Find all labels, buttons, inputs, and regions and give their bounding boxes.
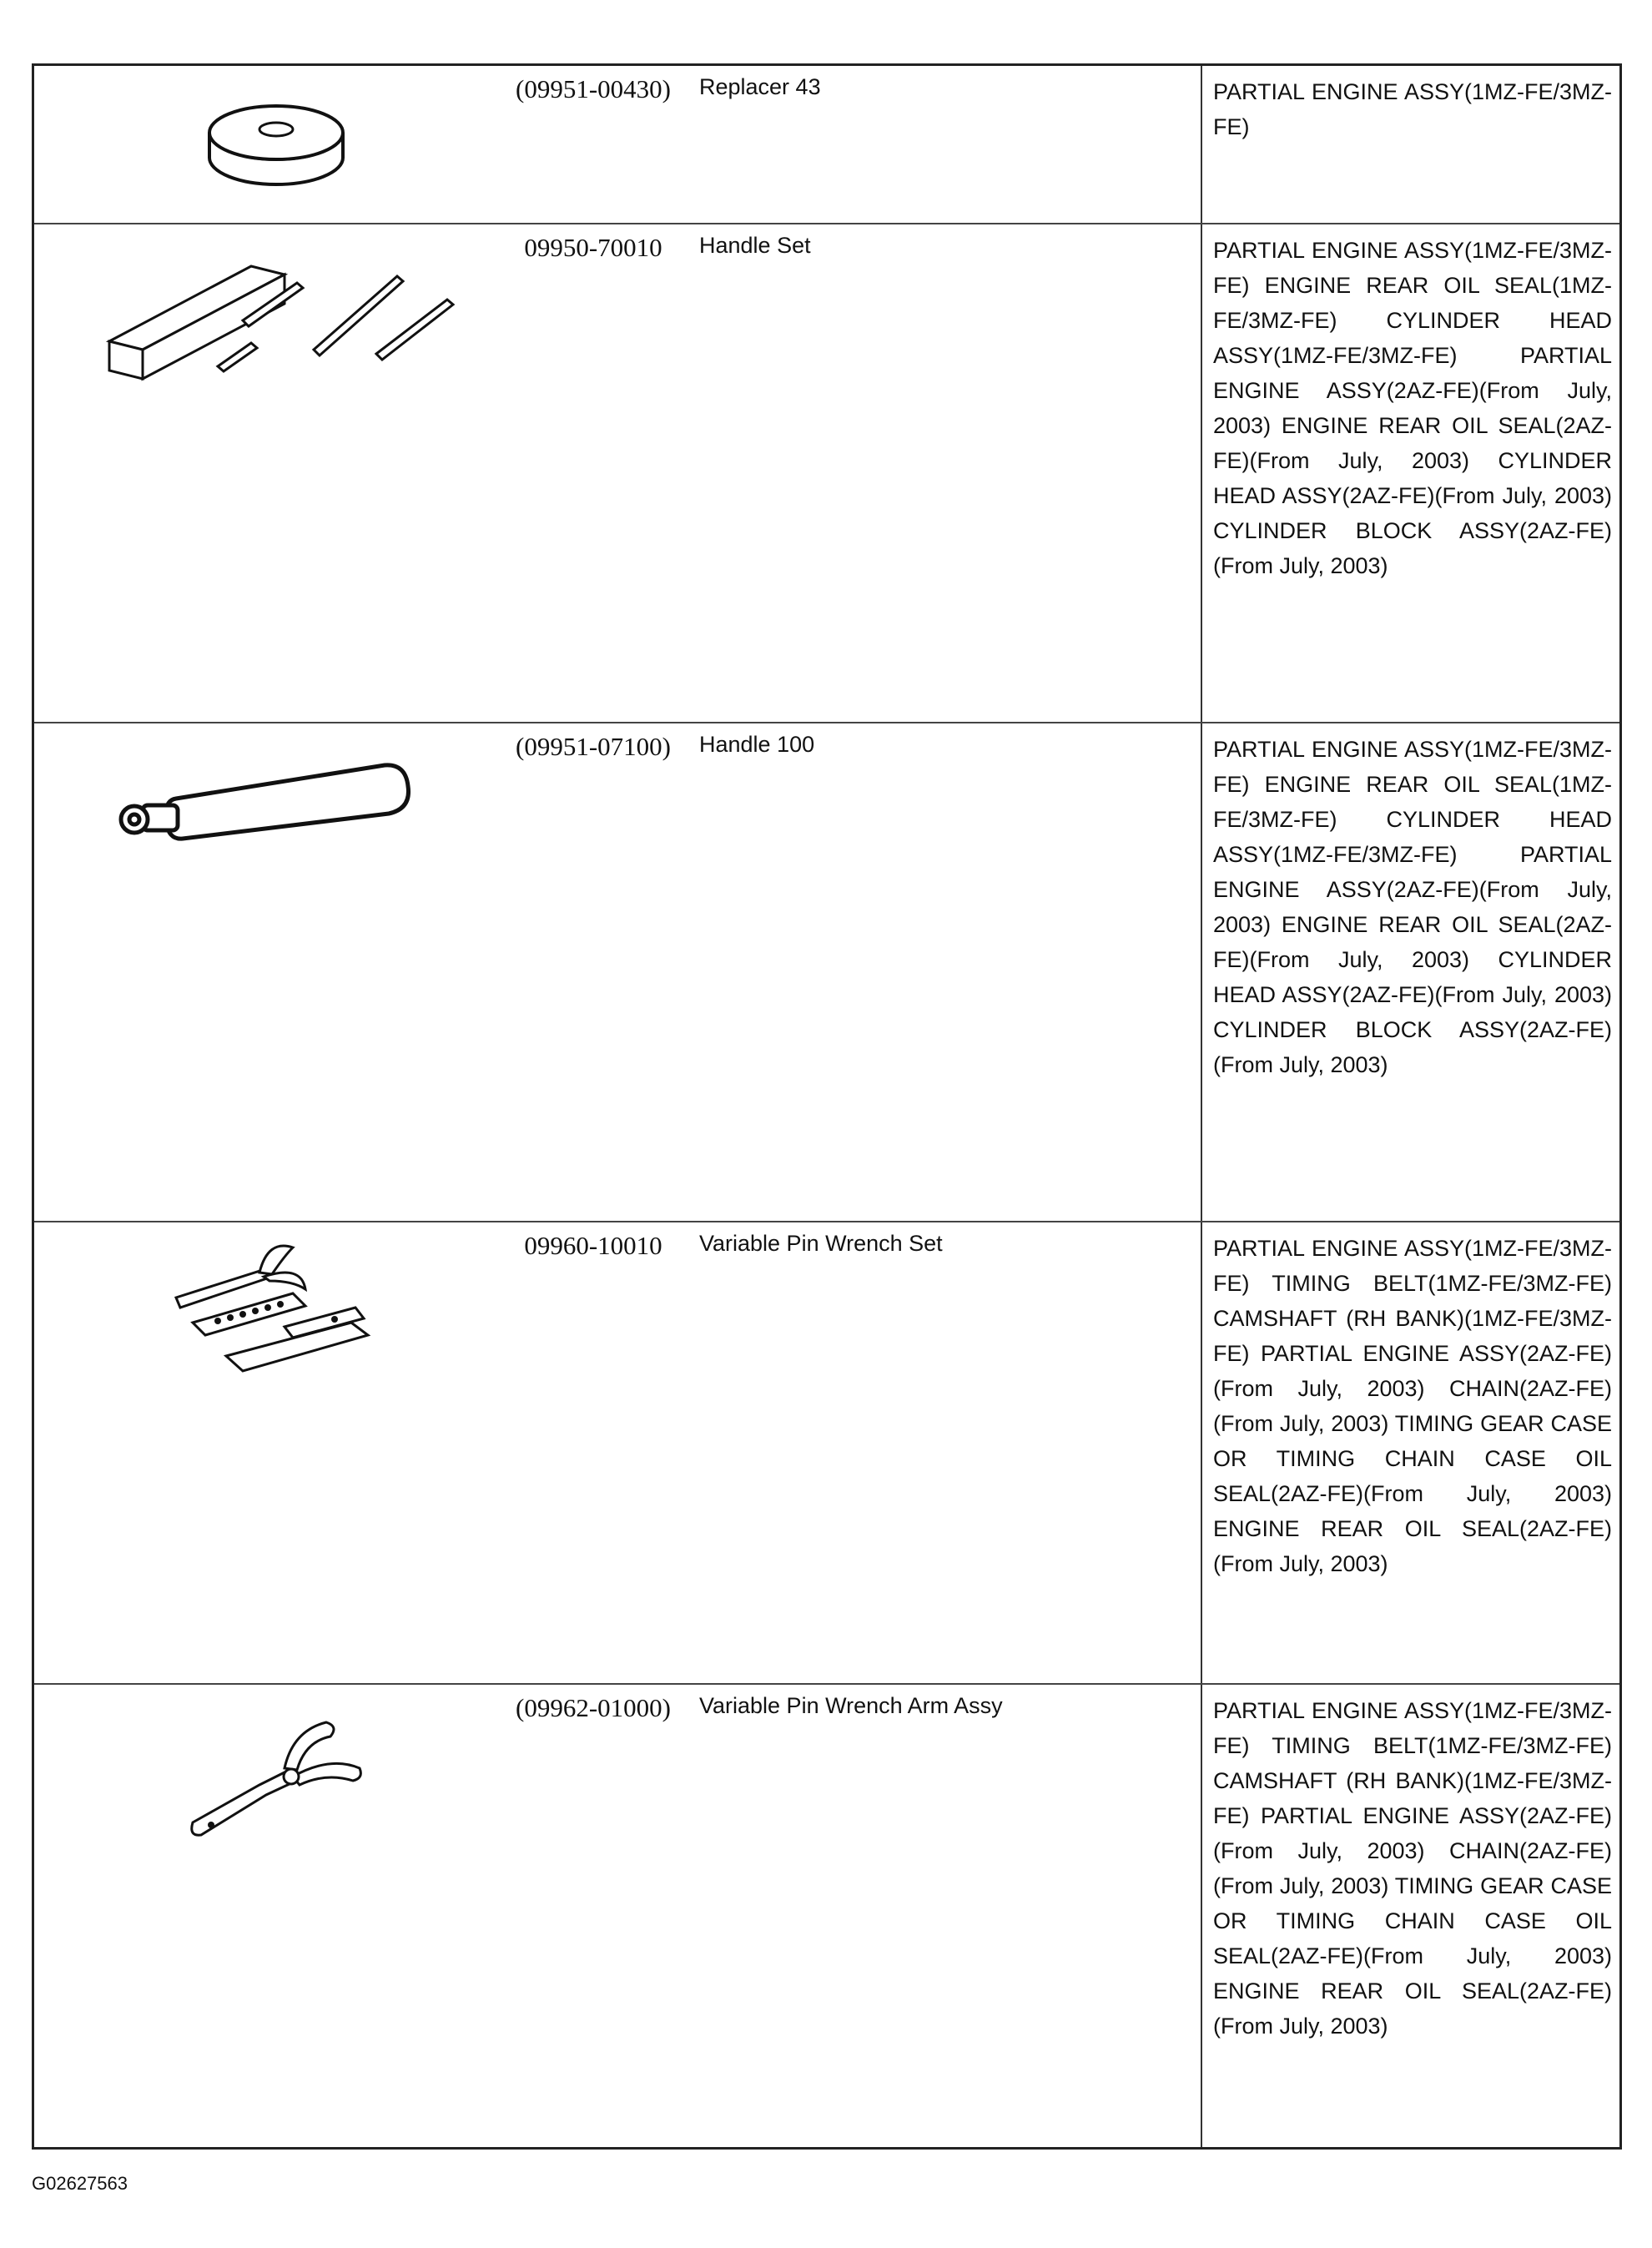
- usage-list: PARTIAL ENGINE ASSY(1MZ-FE/3MZ-FE) ENGINE REAR OIL SEAL(1MZ-FE/3MZ-FE) CYLINDER HEAD ASSY(1MZ-FE/3MZ-FE) PARTIAL ENGINE ASSY(2AZ-FE)(From July, 2003) ENGINE REAR OIL SEAL(2AZ-FE)(From July, 2003) CYLINDER HEAD ASSY(2AZ-FE)(From July, 2003) CYLINDER BLOCK ASSY(2AZ-FE)(From July, 2003): [1213, 238, 1612, 578]
- part-number: (09951-07100): [516, 732, 671, 761]
- tool-name: Variable Pin Wrench Set: [699, 1231, 943, 1256]
- special-tools-table: [32, 63, 1622, 2150]
- table-row: [34, 224, 1619, 723]
- tool-name: Handle 100: [699, 732, 815, 757]
- table-row: [34, 66, 1619, 224]
- part-number: 09950-70010: [524, 233, 662, 262]
- replacer-disc-icon: [34, 66, 468, 223]
- table-row: [34, 723, 1619, 1222]
- table-row: [34, 1222, 1619, 1685]
- handle-set-icon: [34, 224, 468, 722]
- tool-name: Handle Set: [699, 233, 811, 258]
- handle-icon: [34, 723, 468, 1221]
- part-number: (09951-00430): [516, 74, 671, 103]
- usage-list: PARTIAL ENGINE ASSY(1MZ-FE/3MZ-FE) TIMING BELT(1MZ-FE/3MZ-FE) CAMSHAFT (RH BANK)(1MZ-FE/3MZ-FE) PARTIAL ENGINE ASSY(2AZ-FE)(From July, 2003) CHAIN(2AZ-FE)(From July, 2003) TIMING GEAR CASE OR TIMING CHAIN CASE OIL SEAL(2AZ-FE)(From July, 2003) ENGINE REAR OIL SEAL(2AZ-FE)(From July, 2003): [1213, 1698, 1612, 2039]
- pin-wrench-arm-icon: [34, 1685, 468, 2152]
- table-row: [34, 1685, 1619, 2152]
- pin-wrench-set-icon: [34, 1222, 468, 1683]
- tool-name: Variable Pin Wrench Arm Assy: [699, 1693, 1003, 1718]
- part-number: (09962-01000): [516, 1693, 671, 1722]
- usage-list: PARTIAL ENGINE ASSY(1MZ-FE/3MZ-FE) ENGINE REAR OIL SEAL(1MZ-FE/3MZ-FE) CYLINDER HEAD ASSY(1MZ-FE/3MZ-FE) PARTIAL ENGINE ASSY(2AZ-FE)(From July, 2003) ENGINE REAR OIL SEAL(2AZ-FE)(From July, 2003) CYLINDER HEAD ASSY(2AZ-FE)(From July, 2003) CYLINDER BLOCK ASSY(2AZ-FE)(From July, 2003): [1213, 737, 1612, 1077]
- tool-name: Replacer 43: [699, 74, 821, 99]
- usage-list: PARTIAL ENGINE ASSY(1MZ-FE/3MZ-FE): [1213, 79, 1612, 139]
- part-number: 09960-10010: [524, 1231, 662, 1260]
- usage-list: PARTIAL ENGINE ASSY(1MZ-FE/3MZ-FE) TIMING BELT(1MZ-FE/3MZ-FE) CAMSHAFT (RH BANK)(1MZ-FE/3MZ-FE) PARTIAL ENGINE ASSY(2AZ-FE)(From July, 2003) CHAIN(2AZ-FE)(From July, 2003) TIMING GEAR CASE OR TIMING CHAIN CASE OIL SEAL(2AZ-FE)(From July, 2003) ENGINE REAR OIL SEAL(2AZ-FE)(From July, 2003): [1213, 1236, 1612, 1576]
- figure-id: G02627563: [32, 2173, 128, 2194]
